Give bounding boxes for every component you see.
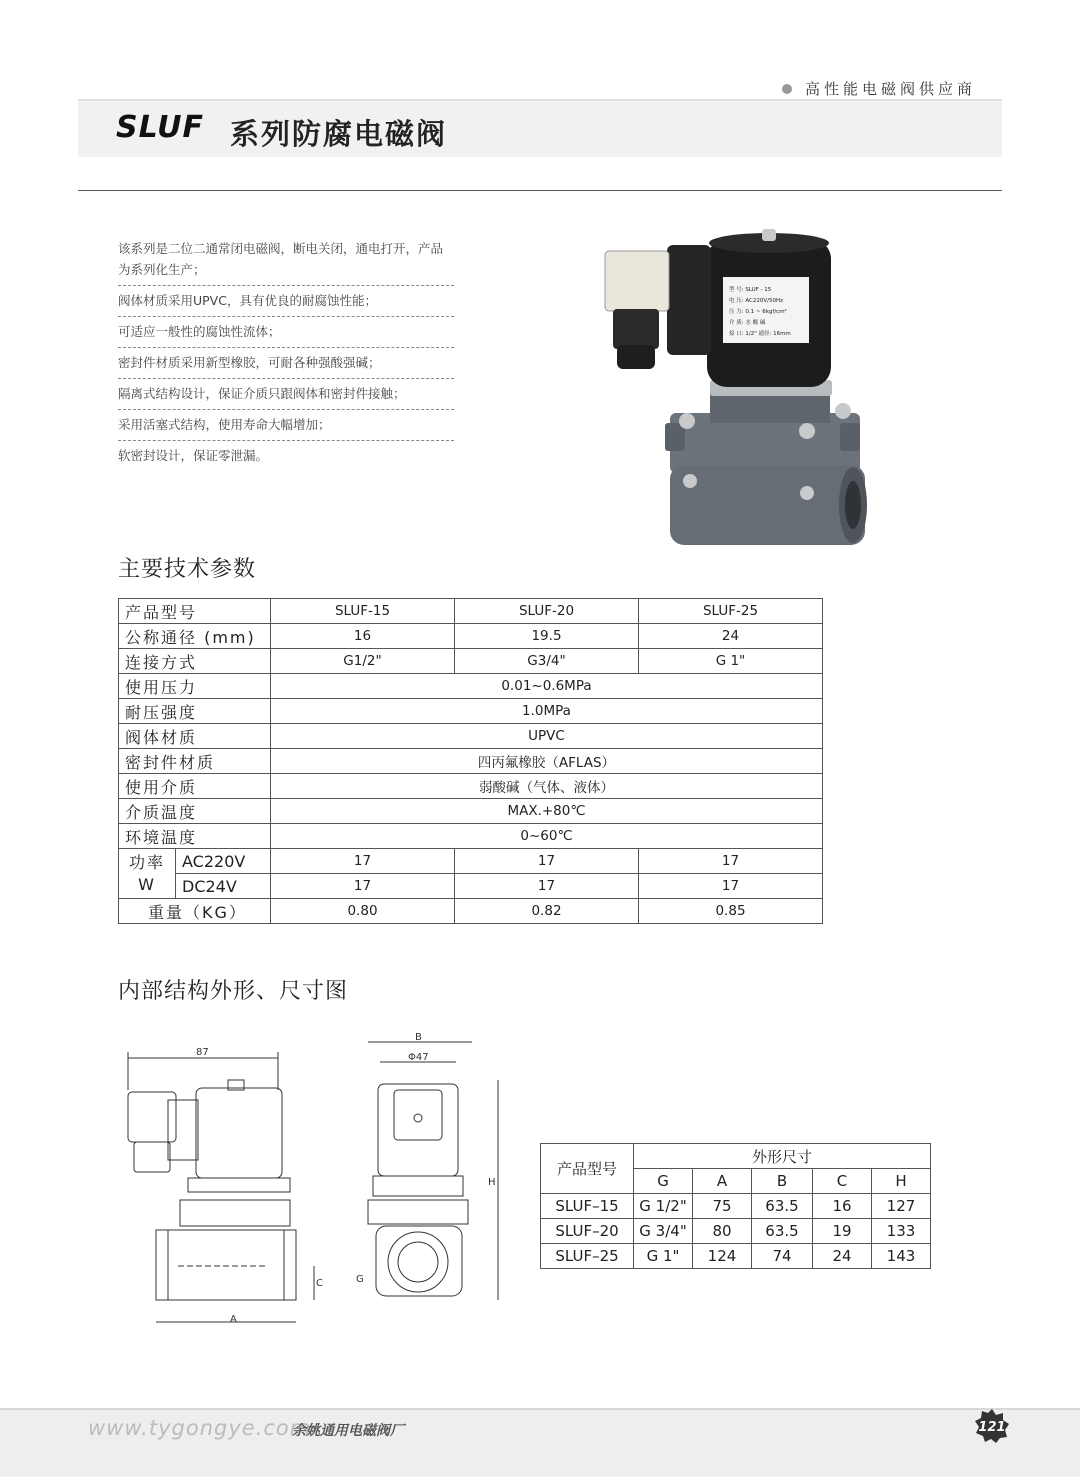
table-cell: 0~60℃ (271, 824, 823, 849)
feature-item: 密封件材质采用新型橡胶，可耐各种强酸强碱； (118, 348, 454, 379)
table-cell: 16 (813, 1194, 872, 1219)
bullet-dot-icon (782, 84, 792, 94)
table-cell: UPVC (271, 724, 823, 749)
table-cell: 弱酸碱（气体、液体） (271, 774, 823, 799)
dim-g-label: G (356, 1274, 364, 1285)
table-cell: 75 (693, 1194, 752, 1219)
nameplate-line: 介 质: 水 酸 碱 (729, 320, 766, 326)
table-cell: G 1/2" (634, 1194, 693, 1219)
dim-a-label: A (230, 1314, 237, 1325)
spec-table (118, 598, 823, 924)
table-cell: 17 (271, 849, 455, 874)
table-row (119, 649, 823, 674)
table-cell: 0.80 (271, 899, 455, 924)
table-cell: 连接方式 (119, 649, 271, 674)
spec-section-title: 主要技术参数 (118, 557, 257, 582)
table-row (119, 674, 823, 699)
table-row (119, 799, 823, 824)
feature-item: 隔离式结构设计，保证介质只跟阀体和密封件接触； (118, 379, 454, 410)
table-cell: 外形尺寸 (634, 1144, 931, 1169)
nameplate-line: 压 力: 0.1 ~ 6kgf/cm² (729, 309, 787, 315)
table-cell: 17 (639, 874, 823, 899)
table-cell: 密封件材质 (119, 749, 271, 774)
page-number: 121 (978, 1420, 1006, 1435)
table-row (119, 624, 823, 649)
table-cell: 143 (872, 1244, 931, 1269)
dim-h-label: H (488, 1177, 496, 1188)
table-row (119, 899, 823, 924)
table-cell: 74 (752, 1244, 813, 1269)
table-cell: 环境温度 (119, 824, 271, 849)
nameplate-line: 电 压: AC220V/50Hz (729, 298, 783, 304)
drawing-section-title: 内部结构外形、尺寸图 (118, 979, 349, 1004)
power-unit: W (138, 874, 156, 894)
table-cell: 0.85 (639, 899, 823, 924)
table-row (119, 599, 823, 624)
header-band (78, 99, 1002, 157)
table-cell: 17 (271, 874, 455, 899)
table-cell: 产品型号 (119, 599, 271, 624)
table-cell: 介质温度 (119, 799, 271, 824)
table-cell: 耐压强度 (119, 699, 271, 724)
nameplate-line: 型 号: SLUF - 15 (729, 287, 772, 293)
dim-b-label: B (415, 1032, 422, 1043)
dimension-drawing (118, 1030, 518, 1330)
table-cell: 产品型号 (541, 1144, 634, 1194)
table-cell: G3/4" (455, 649, 639, 674)
table-cell: G 1" (639, 649, 823, 674)
supplier-tagline: 高性能电磁阀供应商 (804, 80, 976, 98)
table-cell: 重量（KG） (119, 899, 271, 924)
table-cell: 19 (813, 1219, 872, 1244)
table-cell: SLUF-25 (639, 599, 823, 624)
table-cell: 19.5 (455, 624, 639, 649)
footer-website: www.tygongye.com (88, 1416, 312, 1440)
table-cell: 1.0MPa (271, 699, 823, 724)
feature-item: 采用活塞式结构，使用寿命大幅增加； (118, 410, 454, 441)
nameplate-line: 接 口: 1/2" 通径: 16mm (729, 331, 791, 337)
title-model: SLUF (116, 110, 204, 145)
table-cell: 127 (872, 1194, 931, 1219)
footer-company: 余姚通用电磁阀厂 (292, 1423, 404, 1439)
table-row (541, 1194, 931, 1219)
table-cell: 0.01~0.6MPa (271, 674, 823, 699)
table-cell: 阀体材质 (119, 724, 271, 749)
table-cell: G1/2" (271, 649, 455, 674)
table-cell: 0.82 (455, 899, 639, 924)
table-cell: 63.5 (752, 1194, 813, 1219)
table-cell: SLUF–20 (541, 1219, 634, 1244)
table-cell: A (693, 1169, 752, 1194)
dim-87-label: 87 (196, 1047, 209, 1058)
table-cell: SLUF–25 (541, 1244, 634, 1269)
dim-c-label: C (316, 1278, 323, 1289)
table-row (119, 699, 823, 724)
table-cell: 四丙氟橡胶（AFLAS） (271, 749, 823, 774)
table-cell: 63.5 (752, 1219, 813, 1244)
header-rule (78, 190, 1002, 191)
page-number-badge (974, 1408, 1010, 1444)
table-row (119, 749, 823, 774)
table-cell: 使用压力 (119, 674, 271, 699)
table-cell: 17 (639, 849, 823, 874)
table-cell: MAX.+80℃ (271, 799, 823, 824)
table-cell: SLUF-20 (455, 599, 639, 624)
table-cell: 124 (693, 1244, 752, 1269)
product-image (595, 225, 875, 555)
table-cell: 公称通径 (mm) (119, 624, 271, 649)
table-cell: 24 (813, 1244, 872, 1269)
table-row (541, 1244, 931, 1269)
table-cell: G 3/4" (634, 1219, 693, 1244)
table-cell (119, 849, 176, 899)
power-label: 功率 (128, 852, 165, 872)
table-row (119, 874, 823, 899)
table-cell: G 1" (634, 1244, 693, 1269)
table-row (119, 824, 823, 849)
table-cell: C (813, 1169, 872, 1194)
table-cell: SLUF–15 (541, 1194, 634, 1219)
feature-item: 可适应一般性的腐蚀性流体； (118, 317, 454, 348)
table-cell: 133 (872, 1219, 931, 1244)
table-cell: 使用介质 (119, 774, 271, 799)
table-cell: 17 (455, 874, 639, 899)
table-cell: 17 (455, 849, 639, 874)
dimensions-table (540, 1143, 931, 1269)
feature-item: 该系列是二位二通常闭电磁阀，断电关闭，通电打开，产品为系列化生产； (118, 234, 454, 286)
table-cell: H (872, 1169, 931, 1194)
table-row (541, 1219, 931, 1244)
table-cell: G (634, 1169, 693, 1194)
table-cell: 80 (693, 1219, 752, 1244)
table-cell: DC24V (176, 874, 271, 899)
table-cell: B (752, 1169, 813, 1194)
table-cell: SLUF-15 (271, 599, 455, 624)
feature-item: 阀体材质采用UPVC，具有优良的耐腐蚀性能； (118, 286, 454, 317)
table-row (119, 724, 823, 749)
table-row (119, 774, 823, 799)
table-cell: AC220V (176, 849, 271, 874)
table-cell: 24 (639, 624, 823, 649)
feature-list (118, 234, 454, 471)
table-cell: 16 (271, 624, 455, 649)
title-text: 系列防腐电磁阀 (230, 117, 448, 151)
table-row (541, 1144, 931, 1169)
table-row (119, 849, 823, 874)
feature-item: 软密封设计，保证零泄漏。 (118, 448, 269, 463)
dim-47-label: Φ47 (408, 1052, 429, 1063)
